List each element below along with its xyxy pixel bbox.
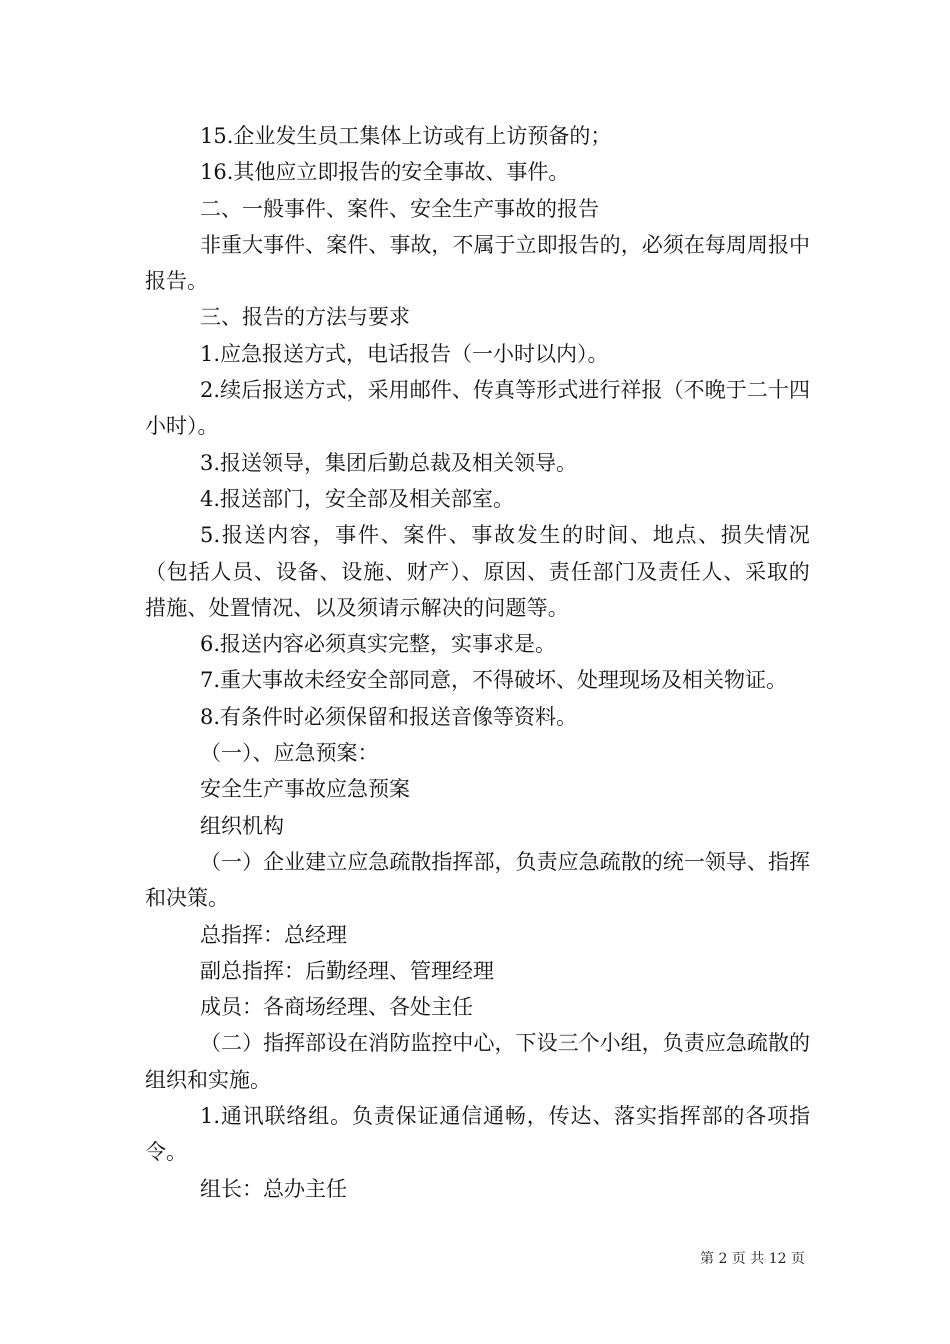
- page-number-footer: 第 2 页 共 12 页: [700, 1251, 805, 1267]
- section-heading-emergency-plan: （一）、应急预案：: [200, 741, 379, 766]
- section-heading-methods: 三、报告的方法与要求: [200, 305, 410, 330]
- paragraph-method-7: 7.重大事故未经安全部同意，不得破坏、处理现场及相关物证。: [200, 668, 788, 693]
- paragraph-method-1: 1.应急报送方式，电话报告（一小时以内）。: [200, 341, 609, 366]
- paragraph-item-15: 15.企业发生员工集体上访或有上访预备的；: [200, 124, 612, 148]
- paragraph-method-2: 2.续后报送方式，采用邮件、传真等形式进行祥报（不晚于二十四小时）。: [145, 378, 810, 439]
- paragraph-method-4: 4.报送部门，安全部及相关部室。: [200, 486, 515, 511]
- paragraph-org-1: （一）企业建立应急疏散指挥部，负责应急疏散的统一领导、指挥和决策。: [145, 849, 810, 911]
- paragraph-general-report: 非重大事件、案件、事故，不属于立即报告的，必须在每周周报中报告。: [145, 232, 810, 294]
- paragraph-group-leader: 组长：总办主任: [200, 1176, 347, 1201]
- paragraph-method-6: 6.报送内容必须真实完整，实事求是。: [200, 632, 557, 657]
- paragraph-organization: 组织机构: [200, 813, 284, 838]
- paragraph-commander: 总指挥：总经理: [200, 922, 347, 947]
- section-heading-general-report: 二、一般事件、案件、安全生产事故的报告: [200, 196, 599, 221]
- document-body: [145, 118, 810, 1207]
- paragraph-comm-group: 1.通讯联络组。负责保证通信通畅，传达、落实指挥部的各项指令。: [145, 1104, 810, 1165]
- paragraph-members: 成员：各商场经理、各处主任: [200, 995, 473, 1020]
- paragraph-method-8: 8.有条件时必须保留和报送音像等资料。: [200, 704, 578, 729]
- paragraph-deputy-commander: 副总指挥：后勤经理、管理经理: [200, 958, 494, 983]
- paragraph-item-16: 16.其他应立即报告的安全事故、事件。: [200, 160, 570, 185]
- paragraph-plan-title: 安全生产事故应急预案: [200, 777, 410, 802]
- paragraph-method-3: 3.报送领导，集团后勤总裁及相关领导。: [200, 450, 578, 475]
- paragraph-org-2: （二）指挥部设在消防监控中心，下设三个小组，负责应急疏散的组织和实施。: [145, 1031, 810, 1092]
- paragraph-method-5: 5.报送内容，事件、案件、事故发生的时间、地点、损失情况（包括人员、设备、设施、财产）、原因、责任部门及责任人、采取的措施、处置情况、以及须请示解决的问题等。: [145, 523, 810, 620]
